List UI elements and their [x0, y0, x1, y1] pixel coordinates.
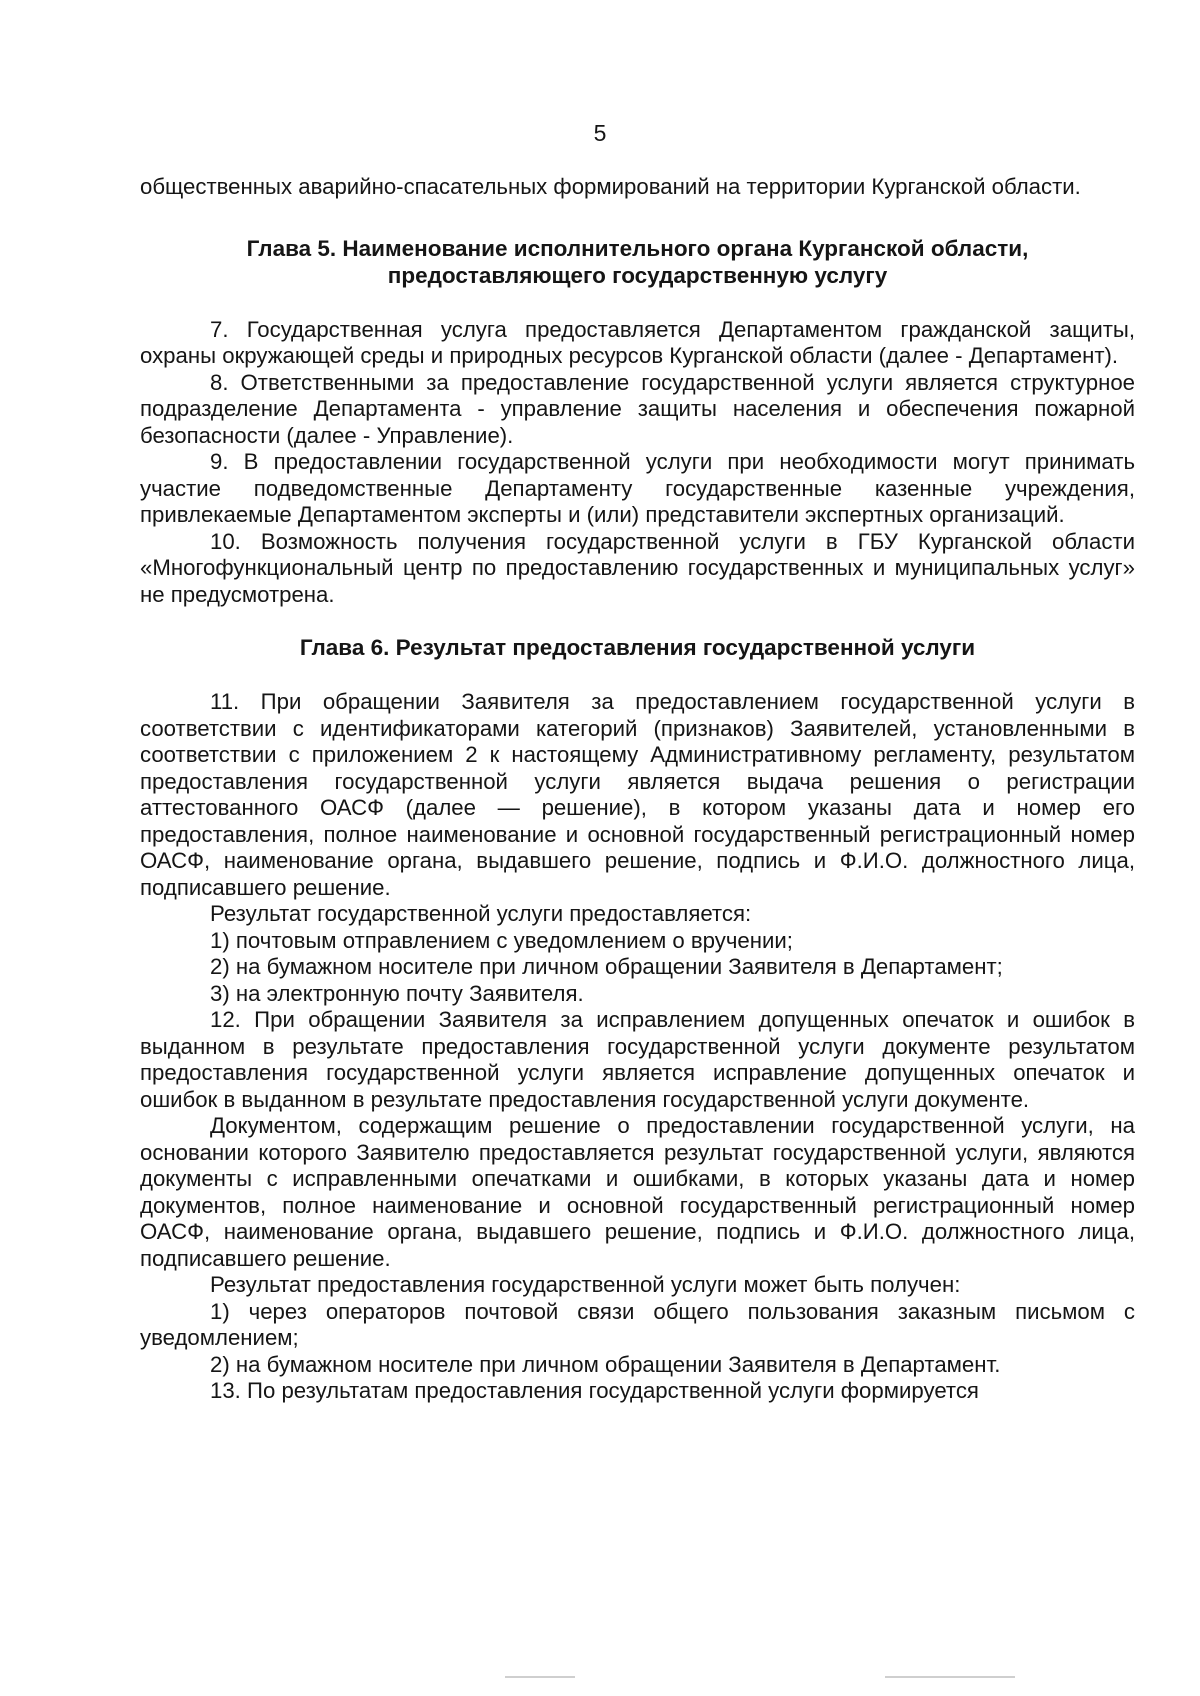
paragraph-8: 8. Ответственными за предоставление государственной услуги является структурное подразделение Департамента - управление защиты населения и обеспечения пожарной безопасности (далее - Управление). — [140, 369, 1135, 448]
chapter-5-heading-line-2: предоставляющего государственную услугу — [387, 262, 888, 288]
paragraph-11: 11. При обращении Заявителя за предоставлением государственной услуги в соответствии с идентификаторами категорий (признаков) Заявителей, установленными в соответствии с приложением 2 к настоящему Административному регламенту, результатом предоставления государственной услуги является выдача решения о регистрации аттестованного ОАСФ (далее — решение), в котором указаны дата и номер его предоставления, полное наименование и основной государственный регистрационный номер ОАСФ, наименование органа, выдавшего решение, подпись и Ф.И.О. должностного лица, подписавшего решение. — [140, 689, 1135, 900]
result-receipt-intro: Результат предоставления государственной услуги может быть получен: — [210, 1272, 961, 1297]
paragraph-continuation: общественных аварийно-спасательных формирований на территории Курганской области. — [140, 174, 1081, 199]
result-delivery-item-1: 1) почтовым отправлением с уведомлением о вручении; — [210, 927, 793, 953]
paragraph-7: 7. Государственная услуга предоставляется Департаментом гражданской защиты, охраны окружающей среды и природных ресурсов Курганской области (далее - Департамент). — [140, 316, 1135, 368]
paragraph-10: 10. Возможность получения государственной услуги в ГБУ Курганской области «Многофункциональный центр по предоставлению государственных и муниципальных услуг» не предусмотрена. — [140, 528, 1135, 607]
chapter-6-heading: Глава 6. Результат предоставления государственной услуги — [299, 635, 976, 660]
result-delivery-item-2: 2) на бумажном носителе при личном обращении Заявителя в Департамент; — [210, 954, 1003, 979]
chapter-5-heading — [140, 235, 1135, 289]
paragraph-12-document: Документом, содержащим решение о предоставлении государственной услуги, на основании которого Заявителю предоставляется результат государственной услуги, являются документы с исправленными опечатками и ошибками, в которых указаны дата и номер документов, полное наименование и основной государственный регистрационный номер ОАСФ, наименование органа, выдавшего решение, подпись и Ф.И.О. должностного лица, подписавшего решение. — [140, 1113, 1135, 1271]
scan-artifact — [505, 1676, 575, 1678]
scan-artifact — [885, 1676, 1015, 1678]
result-receipt-item-1: 1) через операторов почтовой связи общего пользования заказным письмом с уведомлением; — [140, 1298, 1135, 1350]
result-delivery-item-3: 3) на электронную почту Заявителя. — [210, 980, 584, 1006]
paragraph-13: 13. По результатам предоставления государственной услуги формируется — [210, 1378, 979, 1403]
result-receipt-item-2: 2) на бумажном носителе при личном обращении Заявителя в Департамент. — [210, 1351, 1001, 1377]
document-body — [140, 174, 1135, 1405]
page-number: 5 — [593, 120, 607, 146]
paragraph-12: 12. При обращении Заявителя за исправлением допущенных опечаток и ошибок в выданном в результате предоставления государственной услуги документе результатом предоставления государственной услуги является исправление допущенных опечаток и ошибок в выданном в результате предоставления государственной услуги документе. — [140, 1007, 1135, 1112]
chapter-5-heading-line-1: Глава 5. Наименование исполнительного органа Курганской области, — [246, 235, 1029, 261]
result-delivery-intro: Результат государственной услуги предоставляется: — [210, 901, 752, 926]
paragraph-9: 9. В предоставлении государственной услуги при необходимости могут принимать участие подведомственные Департаменту государственные казенные учреждения, привлекаемые Департаментом эксперты и (или) представители экспертных организаций. — [140, 449, 1135, 527]
